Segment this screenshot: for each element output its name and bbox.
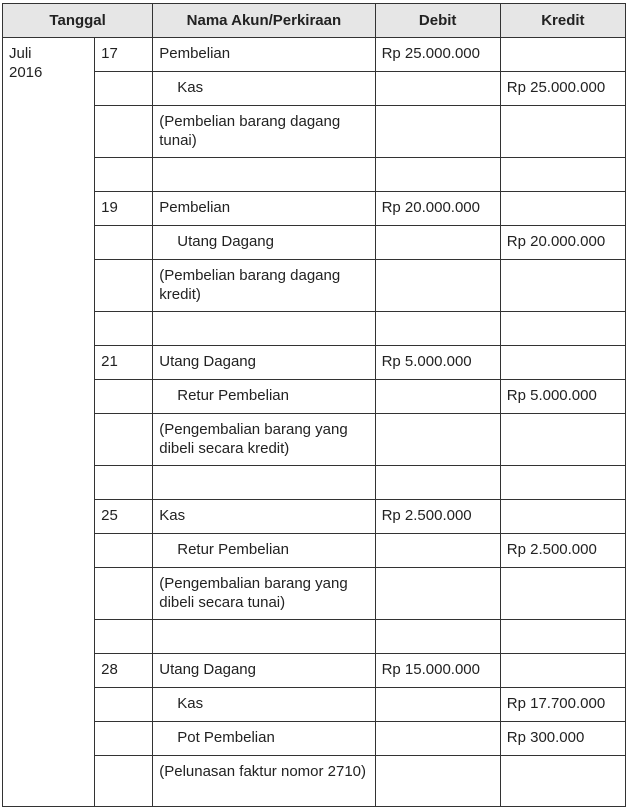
entry-day: 28: [95, 654, 153, 688]
debit-amount: Rp 5.000.000: [375, 346, 500, 380]
entry-day: 17: [95, 38, 153, 72]
journal-note-row: [3, 414, 626, 466]
debit-amount: [375, 260, 500, 312]
journal-note-row: [3, 568, 626, 620]
credit-amount: [500, 346, 625, 380]
account-name: Kas: [153, 500, 375, 534]
account-name: Utang Dagang: [153, 226, 375, 260]
credit-amount: Rp 5.000.000: [500, 380, 625, 414]
entry-note: (Pengembalian barang yang dibeli secara kredit): [153, 414, 375, 466]
debit-amount: [375, 106, 500, 158]
account-name: Pot Pembelian: [153, 722, 375, 756]
header-debit: Debit: [375, 4, 500, 38]
credit-amount: [500, 106, 625, 158]
entry-day: [95, 226, 153, 260]
entry-day: [95, 414, 153, 466]
entry-day: 25: [95, 500, 153, 534]
debit-amount: Rp 15.000.000: [375, 654, 500, 688]
debit-amount: Rp 20.000.000: [375, 192, 500, 226]
entry-day: [95, 106, 153, 158]
spacer-row: [3, 620, 626, 654]
entry-day: [95, 688, 153, 722]
journal-row: [3, 654, 626, 688]
entry-note: (Pengembalian barang yang dibeli secara tunai): [153, 568, 375, 620]
account-name: Kas: [153, 72, 375, 106]
debit-amount: Rp 2.500.000: [375, 500, 500, 534]
credit-amount: [500, 192, 625, 226]
debit-amount: [375, 414, 500, 466]
account-name: Retur Pembelian: [153, 534, 375, 568]
account-name: Kas: [153, 688, 375, 722]
debit-amount: [375, 380, 500, 414]
account-name: Retur Pembelian: [153, 380, 375, 414]
account-name: Utang Dagang: [153, 654, 375, 688]
journal-row: [3, 380, 626, 414]
journal-row: [3, 722, 626, 756]
entry-day: [95, 756, 153, 807]
entry-note: (Pembelian barang dagang kredit): [153, 260, 375, 312]
credit-amount: [500, 414, 625, 466]
spacer-row: [3, 312, 626, 346]
debit-amount: [375, 688, 500, 722]
spacer-row: [3, 158, 626, 192]
journal-note-row: [3, 260, 626, 312]
debit-amount: [375, 722, 500, 756]
account-name: Pembelian: [153, 192, 375, 226]
entry-note: (Pembelian barang dagang tunai): [153, 106, 375, 158]
journal-note-row: [3, 756, 626, 807]
period-month: Juli: [9, 45, 32, 62]
header-row: [3, 4, 626, 38]
header-tanggal: Tanggal: [3, 4, 153, 38]
journal-row: [3, 346, 626, 380]
credit-amount: Rp 25.000.000: [500, 72, 625, 106]
account-name: Utang Dagang: [153, 346, 375, 380]
journal-row: [3, 38, 626, 72]
entry-day: 21: [95, 346, 153, 380]
credit-amount: Rp 20.000.000: [500, 226, 625, 260]
entry-day: [95, 260, 153, 312]
credit-amount: Rp 17.700.000: [500, 688, 625, 722]
journal-row: [3, 192, 626, 226]
credit-amount: [500, 568, 625, 620]
journal-row: [3, 226, 626, 260]
debit-amount: Rp 25.000.000: [375, 38, 500, 72]
credit-amount: [500, 38, 625, 72]
account-name: Pembelian: [153, 38, 375, 72]
debit-amount: [375, 568, 500, 620]
header-credit: Kredit: [500, 4, 625, 38]
credit-amount: [500, 654, 625, 688]
debit-amount: [375, 226, 500, 260]
entry-day: [95, 722, 153, 756]
debit-amount: [375, 534, 500, 568]
credit-amount: [500, 500, 625, 534]
entry-day: [95, 380, 153, 414]
credit-amount: [500, 260, 625, 312]
journal-note-row: [3, 106, 626, 158]
spacer-row: [3, 466, 626, 500]
entry-day: [95, 534, 153, 568]
entry-note: (Pelunasan faktur nomor 2710): [153, 756, 375, 807]
debit-amount: [375, 72, 500, 106]
journal-row: [3, 534, 626, 568]
entry-day: [95, 568, 153, 620]
journal-row: [3, 500, 626, 534]
credit-amount: Rp 300.000: [500, 722, 625, 756]
period-year: 2016: [9, 64, 43, 81]
debit-amount: [375, 756, 500, 807]
entry-day: 19: [95, 192, 153, 226]
credit-amount: [500, 756, 625, 807]
entry-day: [95, 72, 153, 106]
period-cell: [3, 38, 95, 807]
journal-row: [3, 688, 626, 722]
header-account: Nama Akun/Perkiraan: [153, 4, 375, 38]
journal-table: [2, 3, 626, 807]
credit-amount: Rp 2.500.000: [500, 534, 625, 568]
journal-row: [3, 72, 626, 106]
